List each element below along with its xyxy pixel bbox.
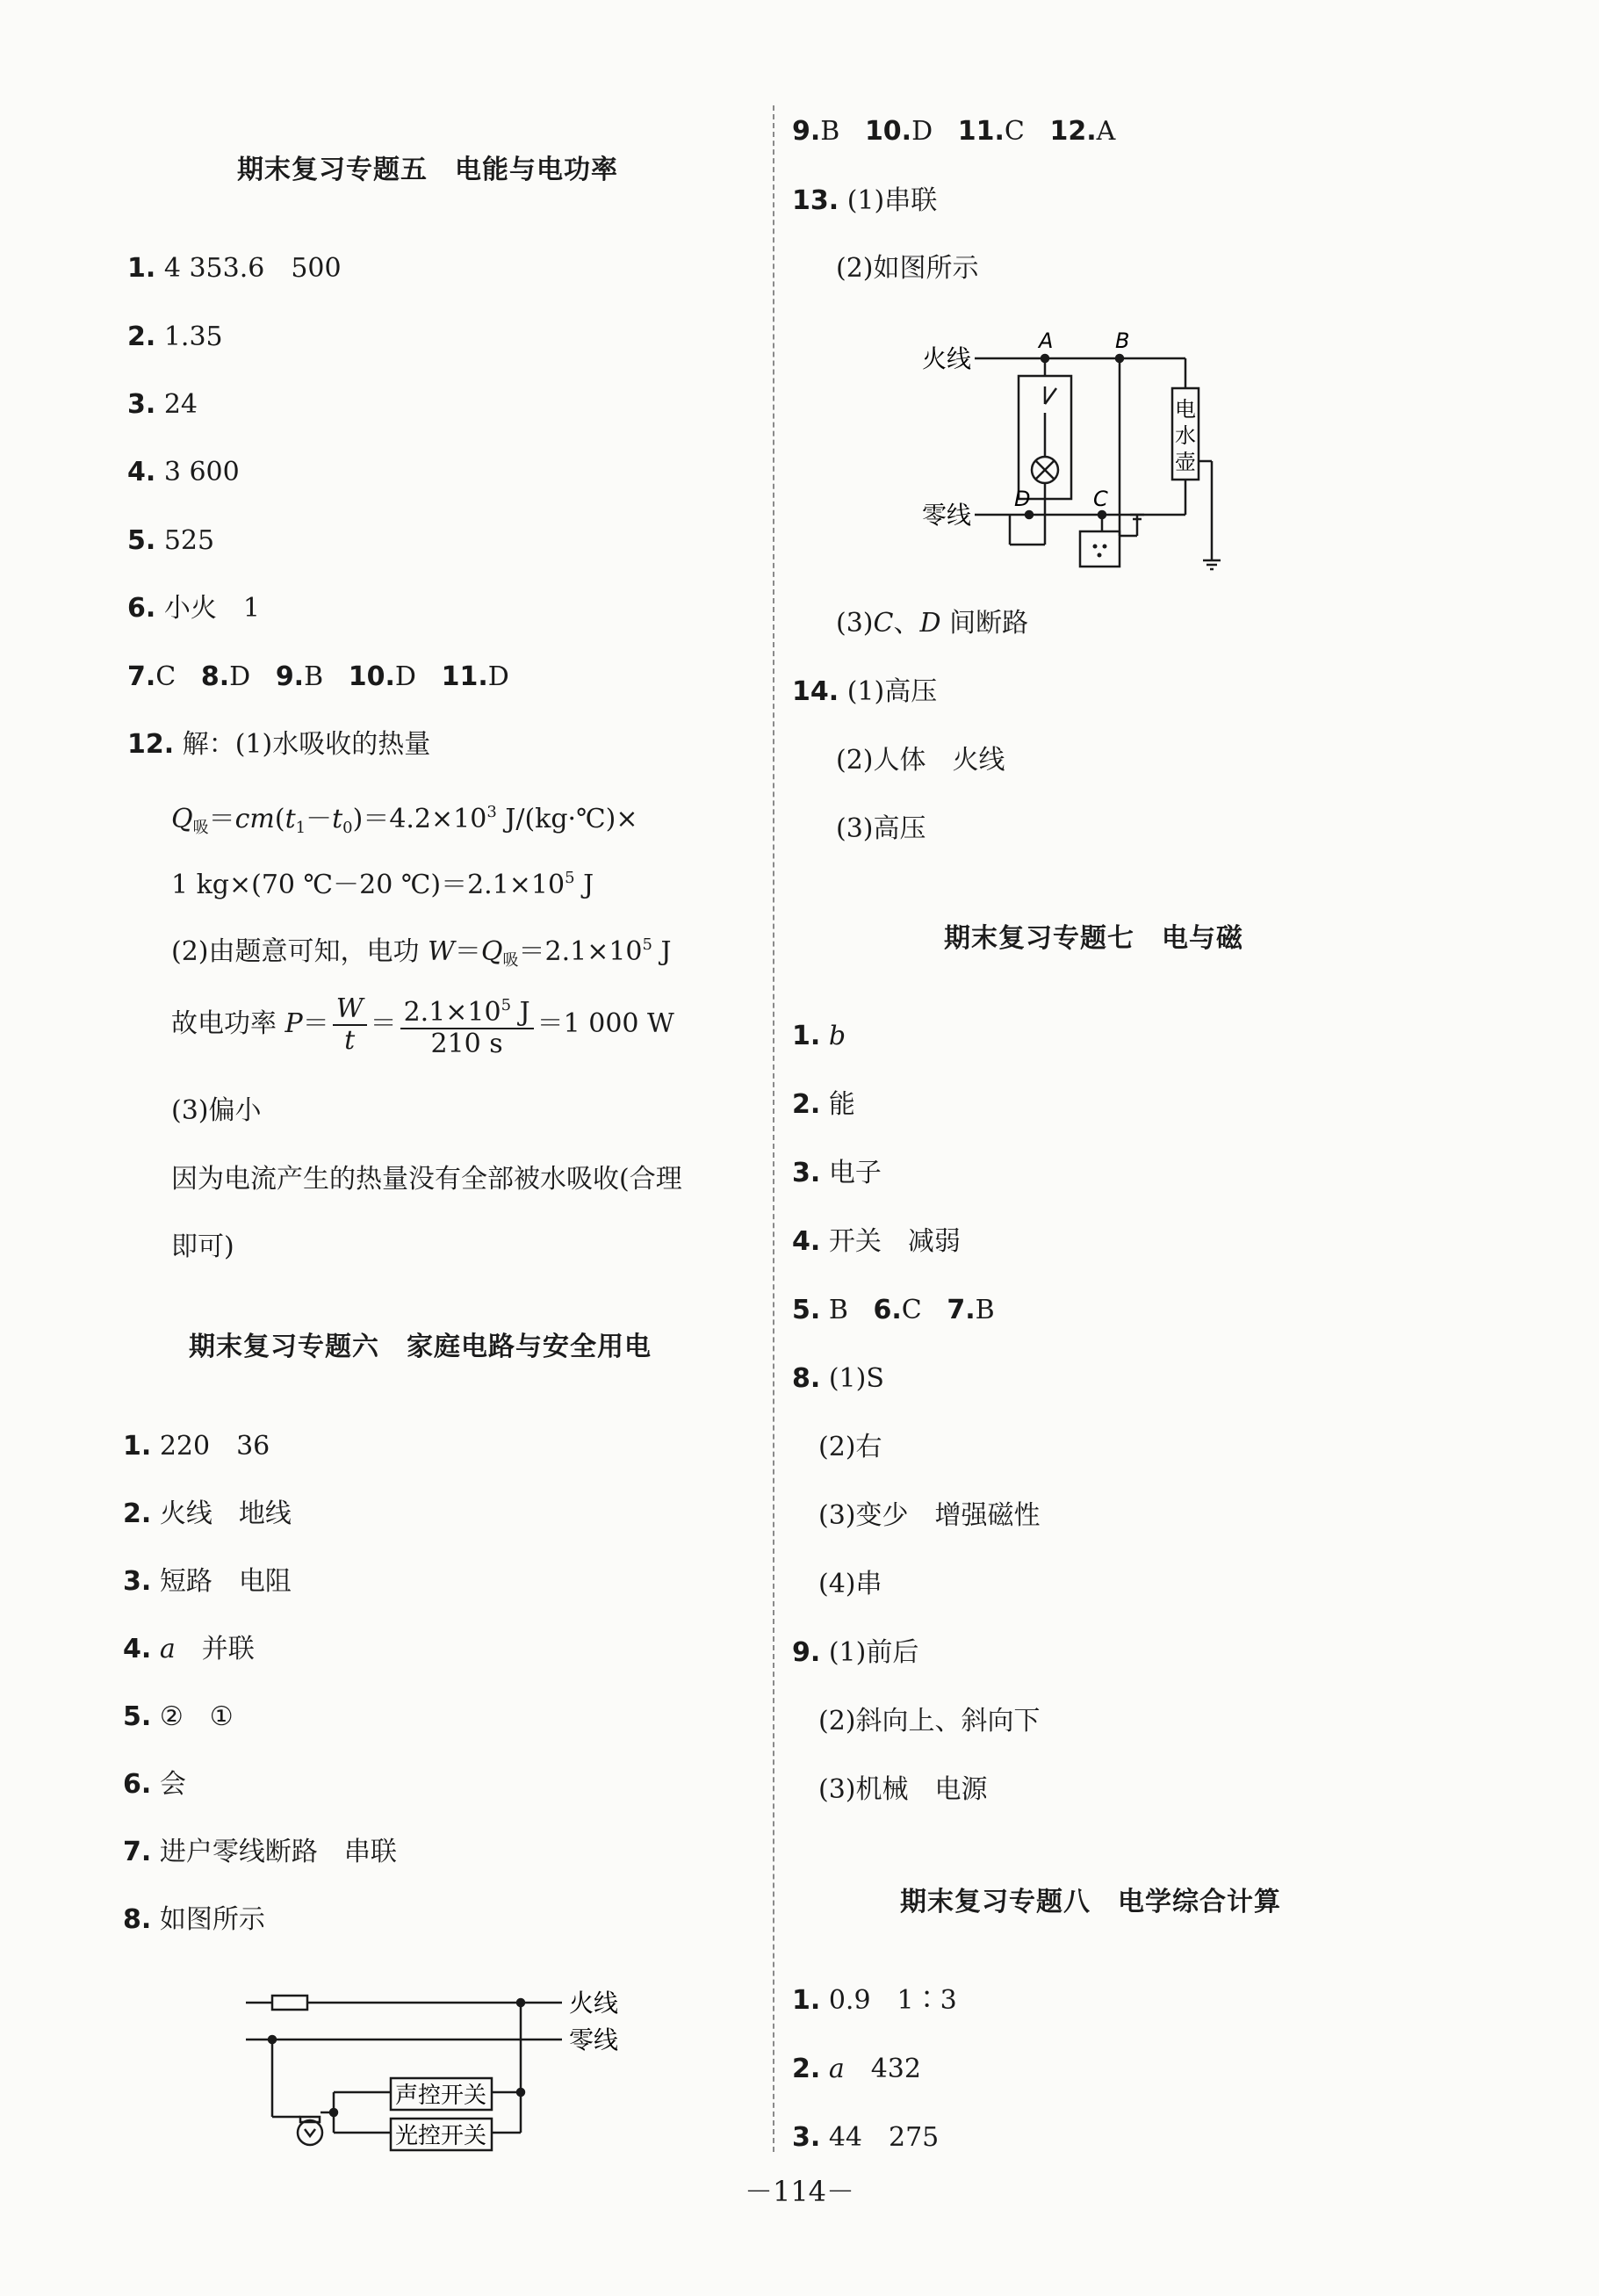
- answer-14-p2: (2)人体 火线: [836, 745, 1005, 776]
- answer-5-12-p4: (3)偏小: [171, 1095, 262, 1126]
- point-d-label: D: [1014, 487, 1031, 511]
- answer-7-8-p4: (4)串: [818, 1569, 882, 1599]
- live-wire-label: 火线: [922, 344, 972, 373]
- point-c-label: C: [1093, 487, 1108, 511]
- answer-13-p2: (2)如图所示: [836, 253, 979, 284]
- answer-7-5-7: 5. B 6.C 7.B: [792, 1295, 995, 1325]
- live-wire-label: 火线: [569, 1989, 619, 2018]
- answer-8-1: 1. 0.9 1∶3: [792, 1985, 957, 2016]
- answer-5-3: 3. 24: [127, 389, 198, 420]
- answer-6-1: 1. 220 36: [123, 1431, 270, 1462]
- point-a-label: A: [1039, 329, 1054, 353]
- answer-13: 13. (1)串联: [792, 185, 938, 216]
- answer-7-4: 4. 开关 减弱: [792, 1226, 961, 1257]
- answer-7-8: 8. (1)S: [792, 1363, 884, 1394]
- answer-7-1: 1. b: [792, 1021, 846, 1051]
- answer-5-7-11: 7.C 8.D 9.B 10.D 11.D: [127, 661, 509, 692]
- answer-5-12-eq1: $Q_吸=cm(t_1-t_0)=4.2\times 10^3$ J/(kg·℃)×: [171, 803, 638, 837]
- switch-icon: [1045, 388, 1056, 404]
- point-b-label: B: [1115, 329, 1130, 353]
- answer-8-3: 3. 44 275: [792, 2122, 940, 2153]
- answer-5-1: 1. 4 353.6 500: [127, 253, 342, 284]
- circuit-diagram-13: [922, 325, 1256, 580]
- light-switch-label: 光控开关: [394, 2123, 487, 2149]
- section-heading-6: 期末复习专题六 家庭电路与安全用电: [189, 1332, 652, 1362]
- answer-5-5: 5. 525: [127, 525, 215, 556]
- answer-7-9-p2: (2)斜向上、斜向下: [818, 1706, 1041, 1736]
- socket-box: [1080, 531, 1120, 567]
- answer-6-6: 6. 会: [123, 1769, 186, 1800]
- fuse-symbol: [272, 1996, 307, 2010]
- section-heading-7: 期末复习专题七 电与磁: [944, 923, 1243, 954]
- sound-switch-label: 声控开关: [394, 2083, 487, 2109]
- neutral-wire-label: 零线: [922, 501, 972, 530]
- answer-6-8: 8. 如图所示: [123, 1904, 265, 1935]
- section-heading-5: 期末复习专题五 电能与电功率: [237, 155, 618, 185]
- answer-6-5: 5. ② ①: [123, 1701, 234, 1732]
- answer-5-6: 6. 小火 1: [127, 593, 260, 624]
- answer-6-3: 3. 短路 电阻: [123, 1566, 292, 1597]
- answer-5-12-p2: (2)由题意可知，电功 $W=Q_吸=2.1\times 10^5$ J: [171, 935, 672, 970]
- kettle-label-3: 壶: [1175, 450, 1196, 474]
- answer-5-4: 4. 3 600: [127, 457, 240, 487]
- column-divider: [773, 105, 774, 2152]
- answer-14-p3: (3)高压: [836, 813, 926, 844]
- answer-7-8-p3: (3)变少 增强磁性: [818, 1500, 1041, 1531]
- bulb-icon: [298, 2120, 322, 2145]
- answer-6-4: 4. a 并联: [123, 1634, 255, 1664]
- answer-5-2: 2. 1.35: [127, 321, 223, 352]
- answer-5-12: 12. 解：(1)水吸收的热量: [127, 729, 431, 760]
- section-heading-8: 期末复习专题八 电学综合计算: [900, 1887, 1281, 1917]
- page-number: －114－: [744, 2175, 855, 2208]
- kettle-label-2: 水: [1175, 423, 1196, 448]
- answer-7-2: 2. 能: [792, 1089, 855, 1120]
- answer-7-9: 9. (1)前后: [792, 1637, 919, 1668]
- answer-7-9-p3: (3)机械 电源: [818, 1774, 988, 1805]
- answer-6-7: 7. 进户零线断路 串联: [123, 1837, 397, 1867]
- answer-5-12-eq2: 1 kg×(70 ℃－20 $℃)=2.1\times 10^5$ J: [171, 869, 594, 900]
- fraction-numeric: $\frac{2.1\times 10^5 J}{210 s}$: [400, 991, 534, 1059]
- answer-6-2: 2. 火线 地线: [123, 1498, 292, 1529]
- neutral-wire-label: 零线: [569, 2025, 619, 2054]
- circuit-diagram-8: [237, 1976, 650, 2161]
- answer-7-8-p2: (2)右: [818, 1432, 882, 1462]
- answer-5-12-p3: 故电功率 P＝ $\frac{W}{t}$ ＝ $\frac{2.1\times 10^5 J}{210 s}$ ＝1 000 W: [171, 991, 674, 1059]
- kettle-label-1: 电: [1175, 397, 1196, 422]
- answer-8-2: 2. a 432: [792, 2054, 921, 2084]
- answer-13-p3: (3)C、D 间断路: [836, 608, 1029, 639]
- answer-5-12-p5: 因为电流产生的热量没有全部被水吸收(合理: [171, 1164, 682, 1195]
- answer-14: 14. (1)高压: [792, 676, 938, 707]
- fraction-w-over-t: $\frac{W}{t}$: [333, 994, 367, 1056]
- answer-7-3: 3. 电子: [792, 1158, 882, 1188]
- answer-9-12: 9.B 10.D 11.C 12.A: [792, 116, 1116, 147]
- answer-5-12-p6: 即可): [171, 1231, 234, 1262]
